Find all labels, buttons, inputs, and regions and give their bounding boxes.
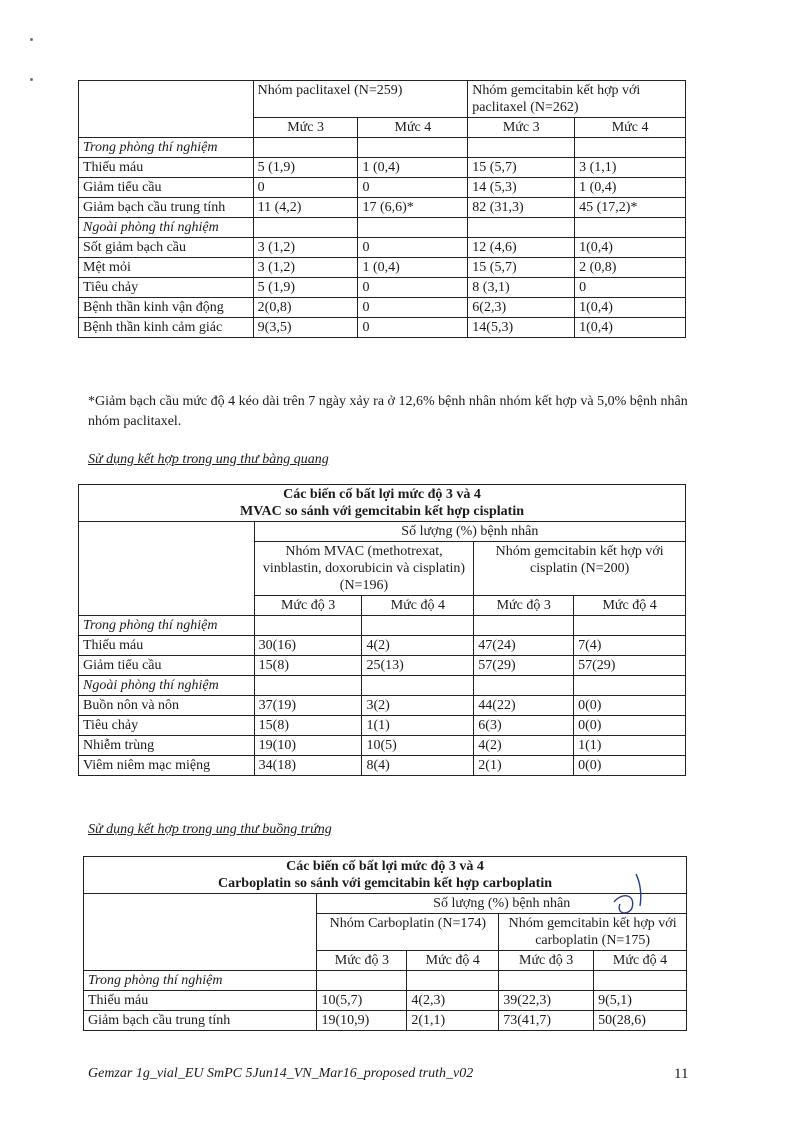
table-cell: 15(8) (254, 716, 362, 736)
section-title: Trong phòng thí nghiệm (84, 971, 317, 991)
row-label: Giảm tiểu cầu (79, 178, 254, 198)
table-cell: 30(16) (254, 636, 362, 656)
row-label: Giảm bạch cầu trung tính (79, 198, 254, 218)
table-cell: 2 (0,8) (575, 258, 686, 278)
table-cell: 1(0,4) (575, 318, 686, 338)
table-cell: 0 (575, 278, 686, 298)
row-label: Bệnh thần kinh vận động (79, 298, 254, 318)
section-row (79, 218, 686, 238)
table-cell: 0(0) (574, 696, 686, 716)
section-row (79, 138, 686, 158)
row-label: Nhiễm trùng (79, 736, 255, 756)
table-cell: 6(2,3) (468, 298, 575, 318)
grade-header: Mức 4 (575, 118, 686, 138)
table-cell: 45 (17,2)* (575, 198, 686, 218)
grade-header: Mức độ 3 (499, 951, 594, 971)
table-cell: 10(5) (362, 736, 474, 756)
page-number: 11 (674, 1066, 689, 1082)
table-cell: 3 (1,2) (253, 238, 358, 258)
row-label: Giảm tiểu cầu (79, 656, 255, 676)
table-cell (499, 971, 594, 991)
table-cell: 9(5,1) (594, 991, 687, 1011)
footnote: *Giảm bạch cầu mức độ 4 kéo dài trên 7 ngày xảy ra ở 12,6% bệnh nhân nhóm kết hợp và 5,0% bệnh nhân nhóm paclitaxel. (88, 394, 688, 429)
table-row (79, 318, 686, 338)
row-label: Giảm bạch cầu trung tính (84, 1011, 317, 1031)
grade-header: Mức 3 (468, 118, 575, 138)
table-cell: 50(28,6) (594, 1011, 687, 1031)
group-header: Nhóm Carboplatin (N=174) (317, 914, 499, 951)
table-cell (358, 138, 468, 158)
handwritten-signature-mark (596, 872, 666, 932)
grade-header: Mức độ 3 (317, 951, 407, 971)
table-subheader: Số lượng (%) bệnh nhân (254, 522, 685, 542)
table-cell (253, 218, 358, 238)
table-row (79, 656, 686, 676)
table-cell: 15 (5,7) (468, 258, 575, 278)
grade-header: Mức độ 4 (594, 951, 687, 971)
row-label: Tiêu chảy (79, 716, 255, 736)
table-row (79, 158, 686, 178)
table-row (84, 1011, 687, 1031)
table-row (79, 278, 686, 298)
table-cell: 14 (5,3) (468, 178, 575, 198)
footer-doc-id: Gemzar 1g_vial_EU SmPC 5Jun14_VN_Mar16_proposed truth_v02 (88, 1066, 474, 1081)
table-cell (358, 218, 468, 238)
grade-header: Mức độ 4 (407, 951, 499, 971)
group-header: Nhóm gemcitabin kết hợp với cisplatin (N=200) (474, 542, 686, 596)
table-cell: 57(29) (574, 656, 686, 676)
grade-header: Mức 4 (358, 118, 468, 138)
table-row (79, 178, 686, 198)
table-cell: 47(24) (474, 636, 574, 656)
row-label: Sốt giảm bạch cầu (79, 238, 254, 258)
table-cell (317, 971, 407, 991)
section-heading-ovarian: Sử dụng kết hợp trong ung thư buồng trứng (88, 822, 332, 837)
table-cell: 11 (4,2) (253, 198, 358, 218)
group-header: Nhóm MVAC (methotrexat, vinblastin, doxorubicin và cisplatin) (N=196) (254, 542, 474, 596)
table-cell (254, 616, 362, 636)
table-subheader: Số lượng (%) bệnh nhân (317, 894, 687, 914)
table-cell: 12 (4,6) (468, 238, 575, 258)
table-cell: 4(2) (474, 736, 574, 756)
grade-header: Mức 3 (253, 118, 358, 138)
table-header-row (79, 81, 686, 118)
table-cell: 39(22,3) (499, 991, 594, 1011)
grade-header: Mức độ 4 (362, 596, 474, 616)
table-row (79, 238, 686, 258)
section-title: Trong phòng thí nghiệm (79, 138, 254, 158)
grade-header: Mức độ 3 (254, 596, 362, 616)
row-label: Viêm niêm mạc miệng (79, 756, 255, 776)
table-cell: 15(8) (254, 656, 362, 676)
row-label: Buồn nôn và nôn (79, 696, 255, 716)
table-corner-cell (84, 894, 317, 971)
table-cell (362, 616, 474, 636)
table-cell: 0 (358, 278, 468, 298)
table-cell: 3(2) (362, 696, 474, 716)
section-title: Trong phòng thí nghiệm (79, 616, 255, 636)
table-cell: 2(0,8) (253, 298, 358, 318)
section-heading-bladder: Sử dụng kết hợp trong ung thư bàng quang (88, 452, 329, 467)
table-cell: 1(1) (574, 736, 686, 756)
scan-speck (30, 78, 33, 81)
table-cell: 25(13) (362, 656, 474, 676)
table-cell: 0 (358, 318, 468, 338)
table-row (79, 696, 686, 716)
table-cell: 82 (31,3) (468, 198, 575, 218)
table-row (79, 716, 686, 736)
table-row (79, 298, 686, 318)
table-cell: 14(5,3) (468, 318, 575, 338)
table-row (79, 756, 686, 776)
table-title-line: MVAC so sánh với gemcitabin kết hợp cisplatin (239, 504, 524, 519)
table-cell: 2(1) (474, 756, 574, 776)
table-cell: 1 (0,4) (358, 258, 468, 278)
table-cell: 15 (5,7) (468, 158, 575, 178)
table-cell (574, 676, 686, 696)
group-header: Nhóm paclitaxel (N=259) (253, 81, 468, 118)
table-corner-cell (79, 81, 254, 138)
table-cell (254, 676, 362, 696)
table-cell: 5 (1,9) (253, 158, 358, 178)
table-title-line: Carboplatin so sánh với gemcitabin kết hợp carboplatin (217, 876, 553, 891)
table-cell: 19(10,9) (317, 1011, 407, 1031)
table-cell: 8(4) (362, 756, 474, 776)
table-cell: 73(41,7) (499, 1011, 594, 1031)
table-cell: 3 (1,1) (575, 158, 686, 178)
table-cell: 57(29) (474, 656, 574, 676)
grade-header: Mức độ 4 (574, 596, 686, 616)
grade-header: Mức độ 3 (474, 596, 574, 616)
table-cell: 7(4) (574, 636, 686, 656)
table-cell: 2(1,1) (407, 1011, 499, 1031)
table-cell: 37(19) (254, 696, 362, 716)
table-cell (253, 138, 358, 158)
group-header: Nhóm gemcitabin kết hợp với paclitaxel (N=262) (468, 81, 686, 118)
table-cell (468, 218, 575, 238)
group-header: Nhóm gemcitabin kết hợp với carboplatin (N=175) (499, 914, 687, 951)
table-row (79, 736, 686, 756)
table-cell: 8 (3,1) (468, 278, 575, 298)
section-row (79, 616, 686, 636)
table-cell: 0 (358, 178, 468, 198)
table-cell: 0 (253, 178, 358, 198)
table-cell: 1(0,4) (575, 238, 686, 258)
table-cell: 0 (358, 238, 468, 258)
table-cell (575, 138, 686, 158)
table-mvac (78, 484, 686, 776)
table-cell: 1 (0,4) (575, 178, 686, 198)
scan-speck (30, 38, 33, 41)
table-cell: 19(10) (254, 736, 362, 756)
table-cell: 5 (1,9) (253, 278, 358, 298)
section-row (79, 676, 686, 696)
table-title (79, 485, 686, 522)
table-cell: 4(2,3) (407, 991, 499, 1011)
table-cell: 44(22) (474, 696, 574, 716)
table-cell: 1 (0,4) (358, 158, 468, 178)
row-label: Bệnh thần kinh cảm giác (79, 318, 254, 338)
row-label: Thiếu máu (79, 636, 255, 656)
table-cell: 1(1) (362, 716, 474, 736)
table-cell: 9(3,5) (253, 318, 358, 338)
row-label: Thiếu máu (84, 991, 317, 1011)
table-cell: 0(0) (574, 716, 686, 736)
table-row (84, 991, 687, 1011)
table-cell: 10(5,7) (317, 991, 407, 1011)
table-cell: 6(3) (474, 716, 574, 736)
table-title-row (79, 485, 686, 522)
table-cell (474, 616, 574, 636)
table-cell: 17 (6,6)* (358, 198, 468, 218)
table-cell (574, 616, 686, 636)
table-cell: 4(2) (362, 636, 474, 656)
table-paclitaxel (78, 80, 686, 338)
table-title-line: Các biến cố bất lợi mức độ 3 và 4 (286, 859, 484, 874)
row-label: Mệt mỏi (79, 258, 254, 278)
section-title: Ngoài phòng thí nghiệm (79, 218, 254, 238)
table-cell (575, 218, 686, 238)
table-row (79, 258, 686, 278)
table-cell (474, 676, 574, 696)
table-cell: 1(0,4) (575, 298, 686, 318)
table-subheader-row (79, 522, 686, 542)
table-cell (468, 138, 575, 158)
table-row (79, 198, 686, 218)
table-cell (362, 676, 474, 696)
table-cell: 0 (358, 298, 468, 318)
table-cell: 34(18) (254, 756, 362, 776)
table-cell: 0(0) (574, 756, 686, 776)
row-label: Thiếu máu (79, 158, 254, 178)
section-row (84, 971, 687, 991)
table-corner-cell (79, 522, 255, 616)
row-label: Tiêu chảy (79, 278, 254, 298)
table-cell (407, 971, 499, 991)
table-title-line: Các biến cố bất lợi mức độ 3 và 4 (283, 487, 481, 502)
table-row (79, 636, 686, 656)
table-cell (594, 971, 687, 991)
section-title: Ngoài phòng thí nghiệm (79, 676, 255, 696)
table-cell: 3 (1,2) (253, 258, 358, 278)
